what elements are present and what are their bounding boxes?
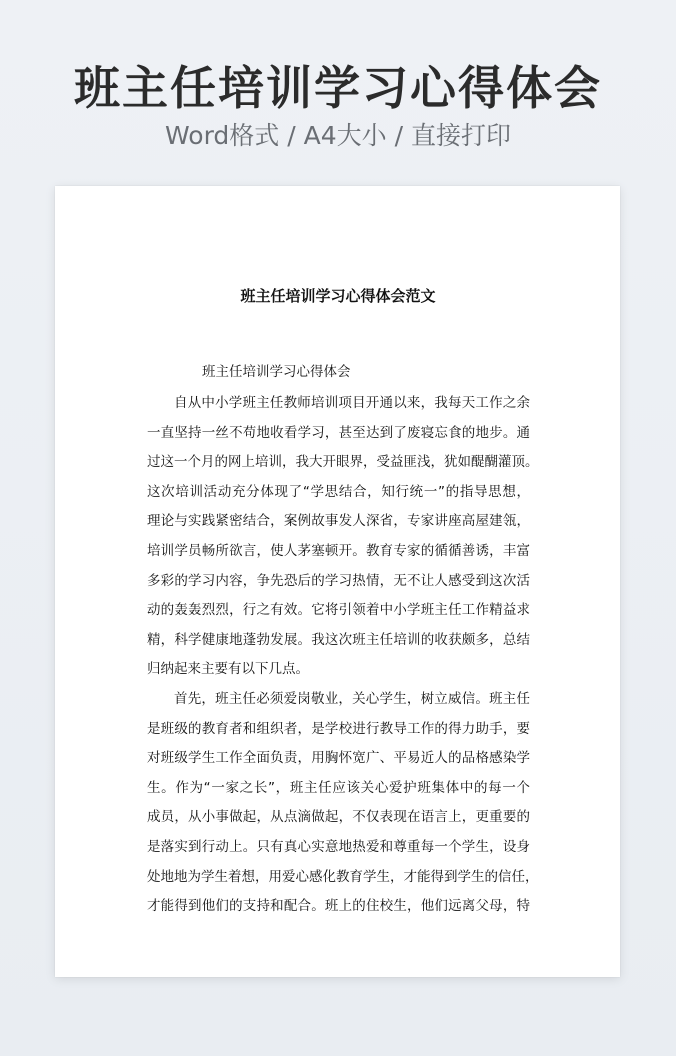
text-line: 精，科学健康地蓬勃发展。我这次班主任培训的收获颇多，总结 <box>147 631 530 648</box>
text-line: 是班级的教育者和组织者，是学校进行教导工作的得力助手，要 <box>147 720 530 737</box>
page-banner-subtitle: Word格式 / A4大小 / 直接打印 <box>165 121 511 150</box>
text-line: 这次培训活动充分体现了“学思结合，知行统一”的指导思想， <box>147 483 530 500</box>
text-line: 是落实到行动上。只有真心实意地热爱和尊重每一个学生，设身 <box>147 838 530 855</box>
document-title: 班主任培训学习心得体会范文 <box>240 287 436 305</box>
text-line: 生。作为“一家之长”，班主任应该关心爱护班集体中的每一个 <box>147 779 530 796</box>
text-line: 才能得到他们的支持和配合。班上的住校生，他们远离父母，特 <box>147 898 530 915</box>
text-line: 首先，班主任必须爱岗敬业，关心学生，树立威信。班主任 <box>174 690 530 707</box>
text-line: 培训学员畅所欲言，使人茅塞顿开。教育专家的循循善诱，丰富 <box>147 542 530 559</box>
body-paragraph-2 <box>147 685 539 922</box>
text-line: 归纳起来主要有以下几点。 <box>147 661 309 678</box>
text-line: 自从中小学班主任教师培训项目开通以来，我每天工作之余 <box>174 395 530 411</box>
text-line: 处地地为学生着想，用爱心感化教育学生，才能得到学生的信任， <box>147 868 539 885</box>
text-line: 多彩的学习内容，争先恐后的学习热情，无不让人感受到这次活 <box>147 572 530 589</box>
text-line: 过这一个月的网上培训，我大开眼界，受益匪浅，犹如醍醐灌顶。 <box>147 454 539 471</box>
body-paragraph-1 <box>147 389 539 685</box>
text-line: 一直坚持一丝不苟地收看学习，甚至达到了废寝忘食的地步。通 <box>147 424 530 441</box>
text-line: 对班级学生工作全面负责，用胸怀宽广、平易近人的品格感染学 <box>147 750 530 767</box>
document-subheading: 班主任培训学习心得体会 <box>202 364 351 380</box>
text-line: 理论与实践紧密结合，案例故事发人深省，专家讲座高屋建瓴， <box>147 513 530 530</box>
text-line: 动的轰轰烈烈，行之有效。它将引领着中小学班主任工作精益求 <box>147 602 530 619</box>
page-banner-title: 班主任培训学习心得体会 <box>74 61 602 115</box>
document-body <box>147 389 539 922</box>
text-line: 成员，从小事做起，从点滴做起，不仅表现在语言上，更重要的 <box>147 809 530 826</box>
